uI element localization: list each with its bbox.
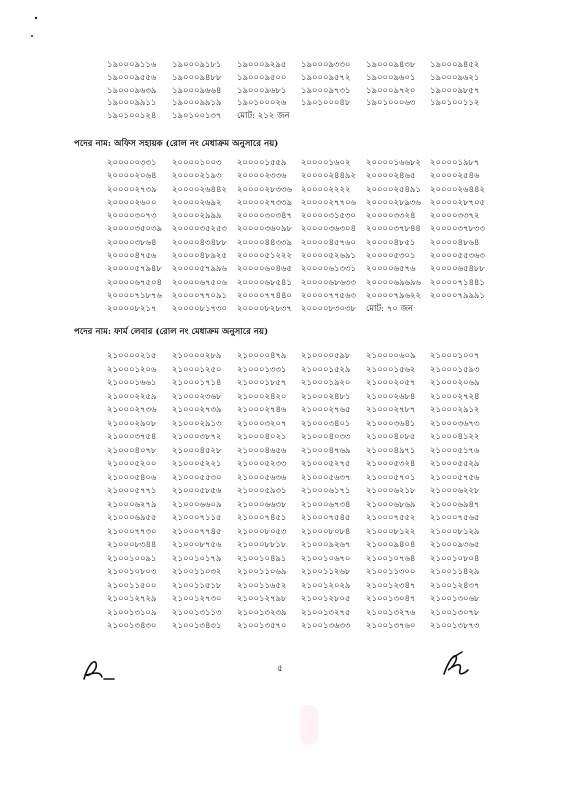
roll-number-cell: ২০০০০৪৮৬৪ — [430, 236, 480, 247]
roll-number-cell: ২০০০০২৮৭০৫ — [430, 196, 485, 207]
roll-number-cell: ২০০০০৫৭৯৯৬ — [172, 263, 227, 274]
table-row — [0, 84, 565, 97]
roll-number-cell: ২০০০০৩০৩৪৭ — [237, 210, 292, 221]
roll-number-cell: ১৯০১০০০৪৮ — [301, 97, 351, 108]
roll-number-cell: ২১০০০২০৬৯ — [430, 377, 480, 387]
roll-number-cell: ২০০০০০৩৩১ — [107, 157, 157, 167]
roll-number-cell: ২১০০০৫৭৫৬ — [430, 471, 480, 482]
roll-number-cell: ২০০০০৩০৭৩ — [107, 210, 157, 221]
roll-number-cell: ২১০০১৩৮৭৩ — [430, 620, 480, 630]
roll-number-cell: ২০০০০৭১৮৭৬ — [107, 289, 162, 300]
roll-number-cell: ২১০০০০৪৭৯ — [237, 350, 287, 360]
roll-number-cell: ২১০০১০৮০৩ — [107, 566, 157, 576]
roll-number-cell: ২১০০০৫৬৩৭ — [301, 471, 351, 482]
roll-number-cell: ১৯০০০৯১৮১ — [172, 59, 222, 69]
roll-number-cell: ২১০০০২৭৩৯ — [172, 404, 222, 414]
roll-number-cell: ২১০০১১০৬৯ — [237, 566, 287, 576]
roll-number-cell: ২১০০০৮০৫৩ — [237, 525, 287, 536]
roll-number-cell: ২১০০১০৭৬৪ — [366, 552, 416, 563]
roll-number-cell: ২১০০০১৯২০ — [301, 377, 351, 387]
roll-number-cell: ১৯০০০৯৭৩১ — [301, 84, 351, 95]
paper-stain — [300, 705, 318, 745]
roll-number-cell: ২০০০০৫১২২২ — [237, 250, 292, 261]
roll-number-cell: ২১০০০৬৯৪৭ — [430, 498, 480, 509]
roll-number-cell: ২০০০০৪৭৫৬ — [107, 250, 157, 261]
roll-number-cell: ২০০০০৭৯৯৯১ — [430, 289, 485, 300]
roll-number-cell: ২১০০০২৯১৩ — [172, 417, 222, 428]
roll-number-cell: ২১০০১২৮০৫ — [301, 593, 351, 603]
roll-number-cell: ২১০০০৭৫৪৫ — [301, 512, 351, 522]
roll-number-cell: ২১০০১০৬৭০ — [301, 552, 351, 563]
roll-number-cell: ২০০০০৬৮৬৩৩ — [301, 276, 356, 287]
roll-number-cell: ১৯০০০৯৯১৯ — [172, 97, 222, 108]
roll-number-cell: ২০০০০৬০৪৬৫ — [237, 263, 292, 274]
roll-number-cell: ২১০০১২৭৩০ — [172, 593, 222, 603]
roll-number-cell: ২০০০০২৬৯২ — [172, 196, 222, 207]
roll-number-cell: ২১০০০৫২২১ — [172, 458, 222, 468]
roll-number-cell: ২০০০০৬১৩৩১ — [301, 263, 356, 274]
roll-number-cell: ১৯০১০০০৬৩ — [366, 97, 416, 108]
roll-number-cell: ২১০০০৬৯৫৫ — [107, 512, 157, 522]
roll-number-cell: ২১০০১৩২৩৯ — [237, 606, 287, 617]
roll-number-cell: ২১০০১১০৩২ — [172, 566, 222, 576]
roll-number-cell: ২০০০০৩৬০৯৮ — [237, 223, 292, 234]
table-row — [0, 606, 565, 620]
roll-number-cell: ২০০০০৪৩৪৮৮ — [172, 236, 227, 247]
roll-number-cell: ২০০০০৩৫২৫৩ — [172, 223, 227, 234]
roll-number-cell: ২১০০০৪০৭৮ — [107, 444, 157, 455]
roll-number-cell: ২০০০০২৭৩৩৯ — [237, 196, 292, 207]
roll-number-cell: ২০০০০৪৮৯২৫ — [172, 250, 227, 261]
section-2-roll-table — [0, 156, 565, 316]
roll-number-cell: ২১০০০৯২৬৭ — [301, 539, 351, 549]
table-row — [0, 498, 565, 512]
page-number: ৫ — [277, 664, 283, 674]
roll-number-cell: ২১০০১২৪৩৭ — [430, 579, 480, 590]
roll-number-cell: ২০০০০৩৩৭২ — [430, 210, 480, 221]
roll-number-cell: ২১০০১৩৭৬০ — [366, 620, 416, 630]
roll-number-cell: ২১০০০৫২৭৫ — [301, 458, 351, 468]
table-row — [0, 376, 565, 390]
roll-number-cell: ২১০০০১৫৯৩ — [430, 363, 480, 374]
roll-number-cell: ২০০০০৪৫৭৬০ — [301, 236, 356, 247]
roll-number-cell: ২১০০১১৪২৯ — [430, 566, 480, 576]
roll-number-cell: ২০০০০৫৩০১ — [366, 250, 416, 261]
roll-number-cell: ২১০০১৩২৭৬ — [366, 606, 416, 617]
roll-number-cell: ২১০০১০৪৯১ — [237, 552, 287, 563]
table-row — [0, 289, 565, 302]
roll-number-cell: ২১০০১৩০৬৮ — [430, 593, 480, 603]
section-3-heading: পদের নাম: ফার্ম লেবার (রোল নং মেধাক্রম অনুসারে নয়) — [74, 327, 269, 337]
roll-number-cell: ২১০০০৫৯৩১ — [237, 485, 287, 495]
roll-number-cell: ২১০০০০২১৫ — [107, 350, 157, 360]
roll-number-cell: ২১০০১৩০৪৭ — [366, 593, 416, 603]
table-row — [0, 156, 565, 169]
roll-number-cell: ২০০০০৩৬৩০৪ — [301, 223, 356, 234]
roll-number-cell: ২১০০০২০৫৭ — [366, 377, 416, 387]
table-row — [0, 403, 565, 417]
roll-number-cell: ১৯০০০৯৬০১ — [366, 71, 416, 82]
roll-number-cell: ২১০০০৩৬৪১ — [366, 417, 416, 428]
roll-number-cell: ২১০০০৭৭৪৫ — [172, 525, 222, 536]
roll-number-cell: ২১০০০০৫৯৮ — [301, 350, 351, 360]
table-row — [0, 511, 565, 525]
roll-number-cell: ২০০০০৩৮৬৪ — [107, 236, 157, 247]
roll-number-cell: ২১০০১৩৪৩০ — [107, 620, 157, 630]
table-row — [0, 565, 565, 579]
roll-number-cell: ১৯০০০৯৪৩৮ — [366, 59, 416, 69]
roll-number-cell: ২১০০০৭১১৫ — [172, 512, 222, 522]
roll-number-cell: ১৯০০০৯৪৮৮ — [172, 71, 222, 82]
roll-number-cell: ২১০০০০৬০৯ — [366, 350, 416, 360]
roll-number-cell: ২১০০১৩১০৯ — [107, 606, 157, 617]
roll-number-cell: ২১০০০১৫৬২ — [366, 363, 416, 374]
roll-number-cell: ২১০০০১২৫০ — [172, 363, 222, 374]
signature-left — [80, 655, 120, 687]
roll-number-cell: ২১০০০২৩৬৮ — [172, 390, 222, 401]
roll-number-cell: ২১০০১১৩০০ — [366, 566, 416, 576]
roll-number-cell: ২১০০০০২৮৯ — [172, 350, 222, 360]
roll-number-cell: ১৯০০০৯৯১১ — [107, 97, 157, 108]
roll-number-cell: ২১০০১১৫০০ — [107, 579, 157, 590]
roll-number-cell: ২১০০০৫২০০ — [107, 458, 157, 468]
roll-number-cell: ২১০০০৫৩২৪ — [366, 458, 416, 468]
roll-number-cell: ২০০০০১৬৬৮২ — [366, 157, 421, 167]
roll-number-cell: ২১০০০৮১২৯ — [430, 525, 480, 536]
roll-number-cell: ২১০০০২৬৮৪ — [366, 390, 416, 401]
roll-number-cell: ২১০০১২০২৯ — [301, 579, 351, 590]
roll-number-cell: ১৯০০০৯৬৩৯ — [107, 84, 157, 95]
roll-number-cell: ১৯০০০৯৮৫৭ — [430, 84, 480, 95]
roll-number-cell: ২১০০০৭৪৫১ — [237, 512, 287, 522]
table-row — [0, 58, 565, 71]
roll-number-cell: ২১০০১০৮০৪ — [430, 552, 480, 563]
roll-number-cell: ২১০০০৬১৭১ — [301, 485, 351, 495]
roll-number-cell: ১৯০০০৯৬২১ — [430, 71, 480, 82]
roll-number-cell: ২০০০০৮১৭৩০ — [172, 303, 227, 314]
roll-number-cell: ২১০০০৪৬৫৬ — [237, 444, 287, 455]
roll-number-cell: ২১০০০৭৫৬৫ — [430, 512, 480, 522]
table-row — [0, 417, 565, 431]
roll-number-cell: ২১০০১২৭৯৮ — [237, 593, 287, 603]
roll-number-cell: ২১০০০২৭৮৭ — [366, 404, 416, 414]
roll-number-cell: ২১০০০৫৫৩০ — [172, 471, 222, 482]
roll-number-cell: ১৯০১০০০২৬ — [237, 97, 287, 108]
roll-number-cell: ২১০০০৪৭৬৯ — [301, 444, 351, 455]
roll-number-cell: ১৯০১০০১১২ — [430, 97, 480, 108]
roll-number-cell: ২১০০০৪১২২ — [430, 431, 480, 441]
table-row — [0, 349, 565, 363]
table-row — [0, 484, 565, 498]
roll-number-cell: ২১০০১৩৫৭০ — [237, 620, 287, 630]
roll-number-cell: ২০০০০৭৭৪৪০ — [237, 289, 292, 300]
roll-number-cell: ১৯০০০৯১১৬ — [107, 59, 157, 69]
roll-number-cell: ২০০০০৫৭৯৪৮ — [107, 263, 162, 274]
roll-number-cell: ১৯০০০৯৬৬৪ — [172, 84, 222, 95]
section-1-roll-table — [0, 58, 565, 122]
roll-number-cell: ২০০০০২৬৪৪২ — [172, 183, 227, 194]
table-row — [0, 169, 565, 182]
section-2-heading: পদের নাম: অফিস সহায়ক (রোল নং মেধাক্রম অনুসারে নয়) — [74, 139, 279, 149]
roll-number-cell: ২০০০০১০০৩ — [172, 157, 222, 167]
roll-number-cell: ২১০০০২৪৮১ — [301, 390, 351, 401]
roll-number-cell: ২১০০০৩২০৭ — [237, 417, 287, 428]
roll-number-cell: ২০০০০৭৭০৯১ — [172, 289, 227, 300]
roll-number-cell: ২০০০০৮২৮৩৭ — [237, 303, 292, 314]
roll-number-cell: ২১০০০১৮৫৭ — [237, 377, 287, 387]
table-row — [0, 236, 565, 249]
roll-number-cell: ২১০০০৪০৩৩ — [301, 431, 351, 441]
roll-number-cell: ২০০০০৩৭৮৩৩ — [430, 223, 485, 234]
roll-number-cell: ২১০০০১৩৩১ — [237, 363, 287, 374]
roll-number-cell: ২১০০০৫৬৩৬ — [237, 471, 287, 482]
roll-number-cell: ১৯০০০৯৪৫২ — [430, 59, 480, 69]
table-row — [0, 262, 565, 275]
roll-number-cell: ২১০০০২৭২৪ — [430, 390, 480, 401]
roll-number-cell: ১৯০০০৯২৯৫ — [237, 59, 287, 69]
table-row — [0, 579, 565, 593]
roll-number-cell: ২০০০০৬৫৪৮৮ — [430, 263, 485, 274]
roll-number-cell: ২১০০১৩০৭৮ — [430, 606, 480, 617]
table-row — [0, 552, 565, 566]
table-row — [0, 444, 565, 458]
roll-number-cell: ২০০০০৭১৪৪১ — [430, 276, 485, 287]
roll-number-cell: ২০০০০৪৮৫১ — [366, 236, 416, 247]
roll-number-cell: ২১০০০১০০৭ — [430, 350, 480, 360]
roll-number-cell: ২১০০০২৭৪৬ — [237, 404, 287, 414]
roll-number-cell: ২১০০১৩৪৩১ — [172, 620, 222, 630]
roll-number-cell: ২০০০০৬৯৬৯৬ — [366, 276, 421, 287]
roll-number-cell: ২০০০০৩৭৮৪৪ — [366, 223, 421, 234]
table-row — [0, 71, 565, 84]
roll-number-cell: ২০০০০২৫৪৯১ — [366, 183, 421, 194]
roll-number-cell: ১৯০১০০১২৪ — [107, 110, 157, 121]
roll-number-cell: ২০০০০৬৭৫০৪ — [107, 276, 162, 287]
roll-number-cell: ২১০০০৮১২২ — [366, 525, 416, 536]
table-row — [0, 471, 565, 485]
roll-number-cell: ২০০০০৬৮৫৪১ — [237, 276, 292, 287]
roll-number-cell: ২১০০০৮৭৫৬ — [172, 539, 222, 549]
roll-number-cell: ২১০০০২৯০৮ — [107, 417, 157, 428]
roll-number-cell: ১৯০০০৯৫০০ — [237, 71, 287, 82]
roll-number-cell: ২১০০০৫২৩৩ — [237, 458, 287, 468]
roll-number-cell: ১৯০০০৯৬৮১ — [237, 84, 287, 95]
roll-number-cell: ২০০০০৩৫০৩৯ — [107, 223, 162, 234]
roll-number-cell: ২০০০০২২২২ — [301, 183, 351, 194]
roll-number-cell: ২১০০০২৭৬৫ — [301, 404, 351, 414]
roll-number-cell: ২০০০০২৪৪৯২ — [301, 170, 356, 181]
roll-number-cell: ১৯০০০৯৭২০ — [366, 84, 416, 95]
roll-number-cell: ২০০০০২৬০০ — [107, 196, 157, 207]
roll-number-cell: ২১০০০৩৮৭২ — [172, 431, 222, 441]
roll-number-cell: ২১০০০৯৪০৪ — [366, 539, 416, 549]
table-row — [0, 96, 565, 109]
roll-number-cell: ২০০০০২৫৪৬ — [430, 170, 480, 181]
table-row — [0, 183, 565, 196]
roll-number-cell: ২০০০০৭৭৫৬৩ — [301, 289, 356, 300]
roll-number-cell: ২০০০০৬৫৭৬ — [366, 263, 416, 274]
roll-number-cell: ২০০০০৫৫৩৬৩ — [430, 250, 485, 261]
roll-number-cell: ২১০০০৫৮৫৬ — [172, 485, 222, 495]
roll-number-cell: ২০০০০২০৬৪ — [107, 170, 157, 181]
roll-number-cell: ২০০০০৮৩০৩৮ — [301, 303, 356, 314]
roll-number-cell: ১৯০১০০১৩৭ — [172, 110, 222, 121]
roll-number-cell: ২১০০০৬৭৩৪ — [301, 498, 351, 509]
table-row — [0, 302, 565, 315]
table-row — [0, 196, 565, 209]
table-row — [0, 430, 565, 444]
roll-number-cell: ২১০০০৬২২৮ — [430, 485, 480, 495]
roll-number-cell: ২১০০০৫৭৭১ — [107, 485, 157, 495]
roll-number-cell: ২১০০০৬২৭৯ — [107, 498, 157, 509]
roll-number-cell: ২১০০০৩৭৫৪ — [107, 431, 157, 441]
roll-number-cell: ১৯০০০৯৫৫৬ — [107, 71, 157, 82]
roll-number-cell: ২১০০০৫১৭৬ — [430, 444, 480, 455]
roll-number-cell: ২১০০১১৬৫২ — [237, 579, 287, 590]
roll-number-cell: ২১০০০৮০৮৪ — [301, 525, 351, 536]
table-row — [0, 538, 565, 552]
roll-number-cell: ২১০০০৩৬৭৩ — [430, 417, 480, 428]
roll-number-cell: ২০০০০২৩৩৬ — [237, 170, 287, 181]
roll-number-cell: ২০০০০২৬৪৪২ — [430, 183, 485, 194]
ink-dots — [30, 14, 38, 40]
roll-number-cell: ২১০০০৫৫২৯ — [430, 458, 480, 468]
roll-number-cell: ২০০০০২৯৯৯ — [172, 210, 222, 221]
roll-number-cell: ১৯০০০৯৩৩০ — [301, 59, 351, 69]
roll-number-cell: ২১০০০১২০৬ — [107, 363, 157, 374]
roll-number-cell: ২১০০০৮৩৪৪ — [107, 539, 157, 549]
table-row — [0, 249, 565, 262]
roll-number-cell: ২১০০০২৪২০ — [237, 390, 287, 401]
roll-number-cell: ২১০০০৬২১৮ — [366, 485, 416, 495]
roll-number-cell: ২০০০০২৮৯৩৬ — [366, 196, 421, 207]
roll-number-cell: মোট: ৭০ জন — [366, 303, 414, 314]
roll-number-cell: ২০০০০৩৩২৪ — [366, 210, 416, 221]
roll-number-cell: ২১০০১১৫১৮ — [172, 579, 222, 590]
table-row — [0, 457, 565, 471]
table-row — [0, 619, 565, 633]
roll-number-cell: ২১০০০৬৮৬৯ — [366, 498, 416, 509]
roll-number-cell: ২১০০০২৭৩৬ — [107, 404, 157, 414]
roll-number-cell: ২১০০০৫৭০১ — [366, 471, 416, 482]
roll-number-cell: ২১০০০৭৫৫২ — [366, 512, 416, 522]
roll-number-cell: ২১০০০৭৭৩০ — [107, 525, 157, 536]
roll-number-cell: ২১০০১০১৭৯ — [172, 552, 222, 563]
roll-number-cell: ১৯০০০৯৫৭২ — [301, 71, 351, 82]
table-row — [0, 592, 565, 606]
roll-number-cell: ২১০০০৮৮১৮ — [237, 539, 287, 549]
roll-number-cell: ২০০০০২৭৩৯ — [107, 183, 157, 194]
table-row — [0, 390, 565, 404]
roll-number-cell: ২০০০০১৯৮৭ — [430, 157, 480, 167]
roll-number-cell: ২০০০০৮২১৭ — [107, 303, 157, 314]
roll-number-cell: ২০০০০১৬০২ — [301, 157, 351, 167]
table-row — [0, 209, 565, 222]
roll-number-cell: ২১০০১৩৬৩৩ — [301, 620, 351, 630]
roll-number-cell: ২০০০০৪৪৩৩৯ — [237, 236, 292, 247]
roll-number-cell: ২১০০১২৩৪৭ — [366, 579, 416, 590]
roll-number-cell: ২১০০০৪৫২৮ — [172, 444, 222, 455]
roll-number-cell: ২০০০০৫২৬৯১ — [301, 250, 356, 261]
roll-number-cell: ২১০০০১৫২৯ — [301, 363, 351, 374]
roll-number-cell: ২১০০০৪০২১ — [237, 431, 287, 441]
roll-number-cell: ২০০০০২৮৩৩৬ — [237, 183, 292, 194]
table-row — [0, 109, 565, 122]
roll-number-cell: ২১০০০৯৩৬৫ — [430, 539, 480, 549]
roll-number-cell: ২১০০০৫৪০৬ — [107, 471, 157, 482]
roll-number-cell: ২১০০১৩১১৩ — [172, 606, 222, 617]
roll-number-cell: ২০০০০৭৯৬২২ — [366, 289, 421, 300]
roll-number-cell: ২১০০০৬৬৩৮ — [237, 498, 287, 509]
roll-number-cell: ২১০০০৪০৮৫ — [366, 431, 416, 441]
roll-number-cell: ২১০০১০০৯১ — [107, 552, 157, 563]
roll-number-cell: ২০০০০২১৯৩ — [172, 170, 222, 181]
table-row — [0, 222, 565, 235]
roll-number-cell: ২১০০০৬৬০৯ — [172, 498, 222, 509]
table-row — [0, 276, 565, 289]
roll-number-cell: ২০০০০২৪৬৫ — [366, 170, 416, 181]
roll-number-cell: ২০০০০২৭৭০৬ — [301, 196, 356, 207]
roll-number-cell: ২১০০০৪৯৭১ — [366, 444, 416, 455]
table-row — [0, 525, 565, 539]
section-3-roll-table — [0, 349, 565, 633]
roll-number-cell: ২০০০০৬৭৫০৬ — [172, 276, 227, 287]
roll-number-cell: ২১০০১৩২৭৫ — [301, 606, 351, 617]
roll-number-cell: ২১০০০২২৫৯ — [107, 390, 157, 401]
signature-right — [438, 648, 472, 682]
roll-number-cell: মোট: ২১২ জন — [237, 110, 290, 121]
roll-number-cell: ২১০০১১২৬৮ — [301, 566, 351, 576]
roll-number-cell: ২১০০০১৭১৪ — [172, 377, 222, 387]
roll-number-cell: ২০০০০৩১৫৩০ — [301, 210, 356, 221]
roll-number-cell: ২১০০০৩৪০১ — [301, 417, 351, 428]
table-row — [0, 363, 565, 377]
roll-number-cell: ২১০০০২৯১২ — [430, 404, 480, 414]
roll-number-cell: ২০০০০১৫৫৯ — [237, 157, 287, 167]
roll-number-cell: ২১০০১২৭২৯ — [107, 593, 157, 603]
roll-number-cell: ২১০০০১৬৬১ — [107, 377, 157, 387]
